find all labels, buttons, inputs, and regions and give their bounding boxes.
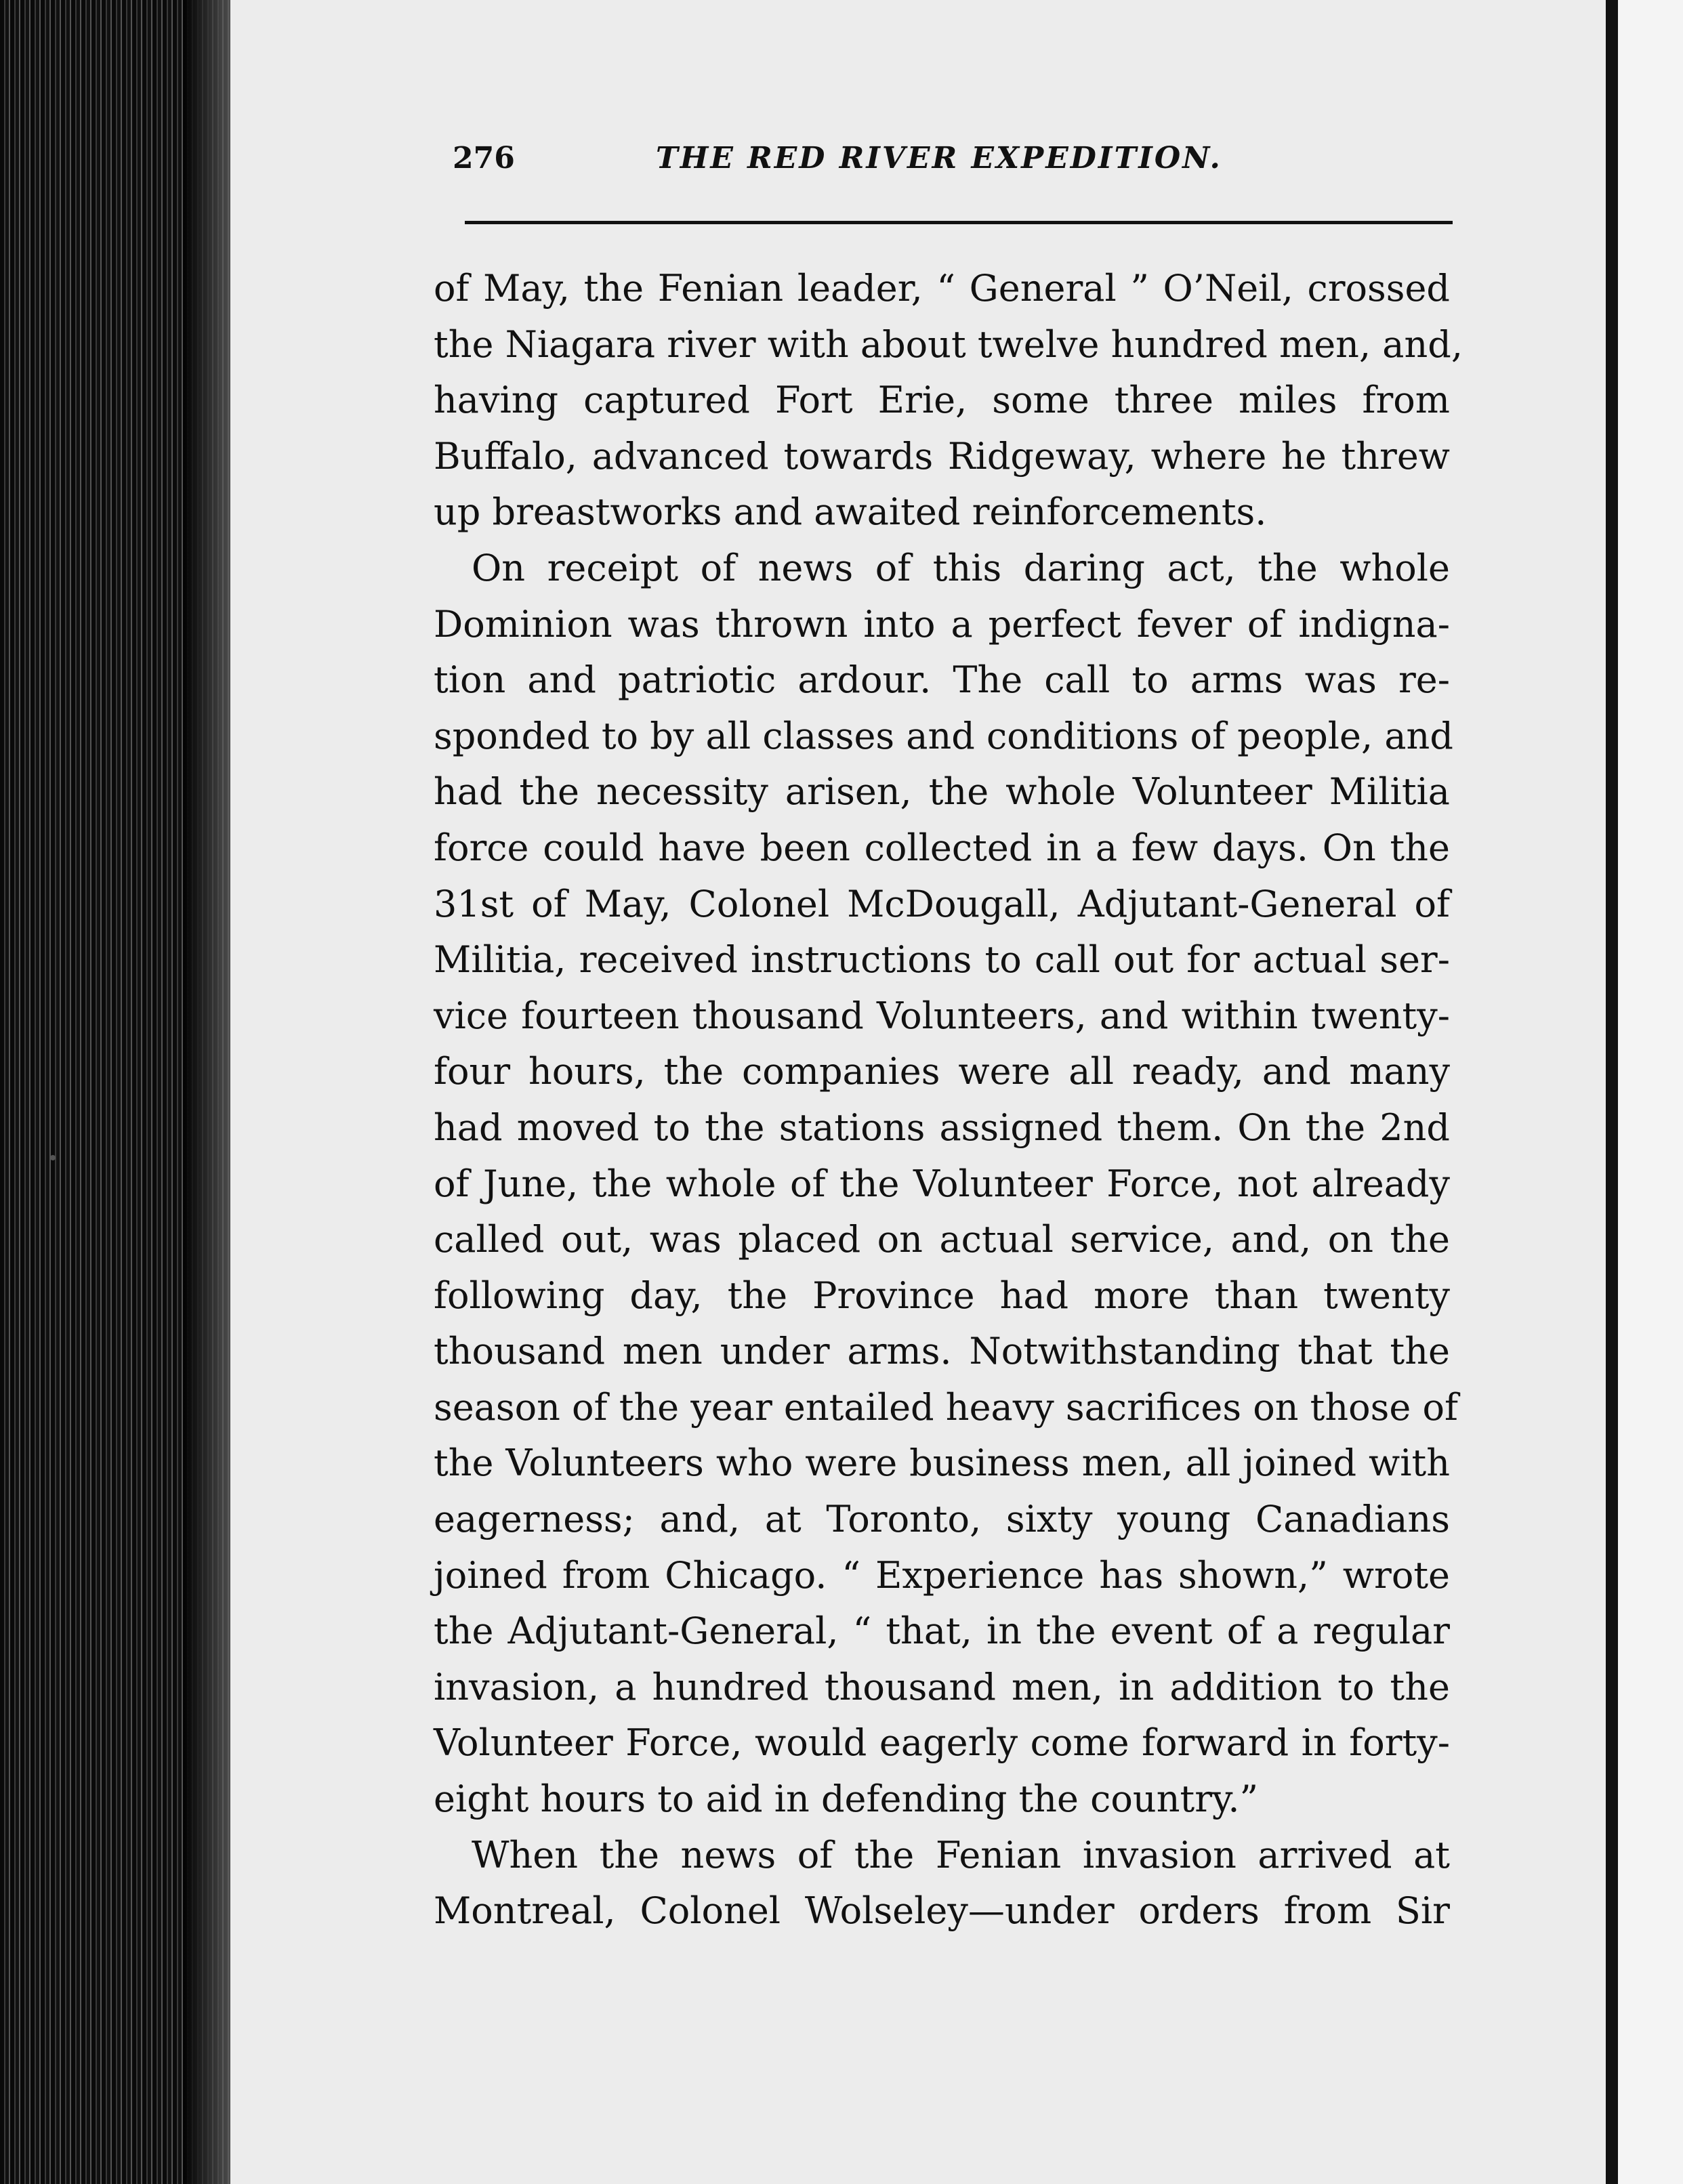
text-line: Volunteer Force, would eagerly come forward in forty- (434, 1721, 1450, 1765)
text-line: 31st of May, Colonel McDougall, Adjutant-General of (434, 882, 1450, 925)
text-line: Buffalo, advanced towards Ridgeway, where he threw (434, 434, 1450, 478)
text-line: eagerness; and, at Toronto, sixty young Canadians (434, 1498, 1450, 1541)
right-gutter (1606, 0, 1683, 2184)
text-line: the Adjutant-General, “ that, in the event of a regular (434, 1610, 1450, 1653)
text-line: joined from Chicago. “ Experience has shown,” wrote (434, 1553, 1450, 1597)
text-line: of June, the whole of the Volunteer Force, not already (434, 1162, 1450, 1205)
text-line: On receipt of news of this daring act, the whole (472, 546, 1450, 589)
body-text (434, 261, 1463, 1939)
right-gutter-bar (1606, 0, 1618, 2184)
running-head: THE RED RIVER EXPEDITION. (656, 141, 1222, 175)
page-stack-edge (0, 0, 230, 2184)
text-line: had the necessity arisen, the whole Volunteer Militia (434, 770, 1450, 814)
text-line: the Volunteers who were business men, all joined with (434, 1442, 1450, 1485)
text-line: up breastworks and awaited reinforcements. (434, 490, 1267, 534)
text-line: called out, was placed on actual service, and, on the (434, 1218, 1450, 1261)
text-line: sponded to by all classes and conditions of people, and (434, 714, 1453, 757)
text-line: vice fourteen thousand Volunteers, and within twenty- (434, 994, 1450, 1037)
text-line: force could have been collected in a few days. On the (434, 826, 1450, 869)
text-line: of May, the Fenian leader, “ General ” O’Neil, crossed (434, 267, 1450, 310)
text-line: tion and patriotic ardour. The call to arms was re- (434, 658, 1450, 702)
text-line: Dominion was thrown into a perfect fever of indigna- (434, 602, 1450, 646)
text-line: thousand men under arms. Notwithstanding that the (434, 1330, 1450, 1373)
text-line: When the news of the Fenian invasion arrived at (472, 1833, 1450, 1876)
text-line: had moved to the stations assigned them. On the 2nd (434, 1106, 1450, 1149)
text-line: Militia, received instructions to call out for actual ser- (434, 938, 1450, 982)
page-number: 276 (453, 141, 515, 175)
stray-mark (50, 1155, 56, 1160)
text-line: following day, the Province had more than twenty (434, 1274, 1450, 1317)
text-line: eight hours to aid in defending the country.” (434, 1778, 1259, 1821)
text-line: having captured Fort Erie, some three miles from (434, 379, 1450, 422)
text-line: four hours, the companies were all ready, and many (434, 1050, 1450, 1093)
page-header (453, 141, 1455, 195)
text-line: season of the year entailed heavy sacrifices on those of (434, 1385, 1458, 1429)
text-line: the Niagara river with about twelve hundred men, and, (434, 322, 1463, 366)
header-rule (465, 221, 1453, 224)
text-line: Montreal, Colonel Wolseley—under orders from Sir (434, 1889, 1450, 1933)
text-line: invasion, a hundred thousand men, in addition to the (434, 1665, 1450, 1708)
